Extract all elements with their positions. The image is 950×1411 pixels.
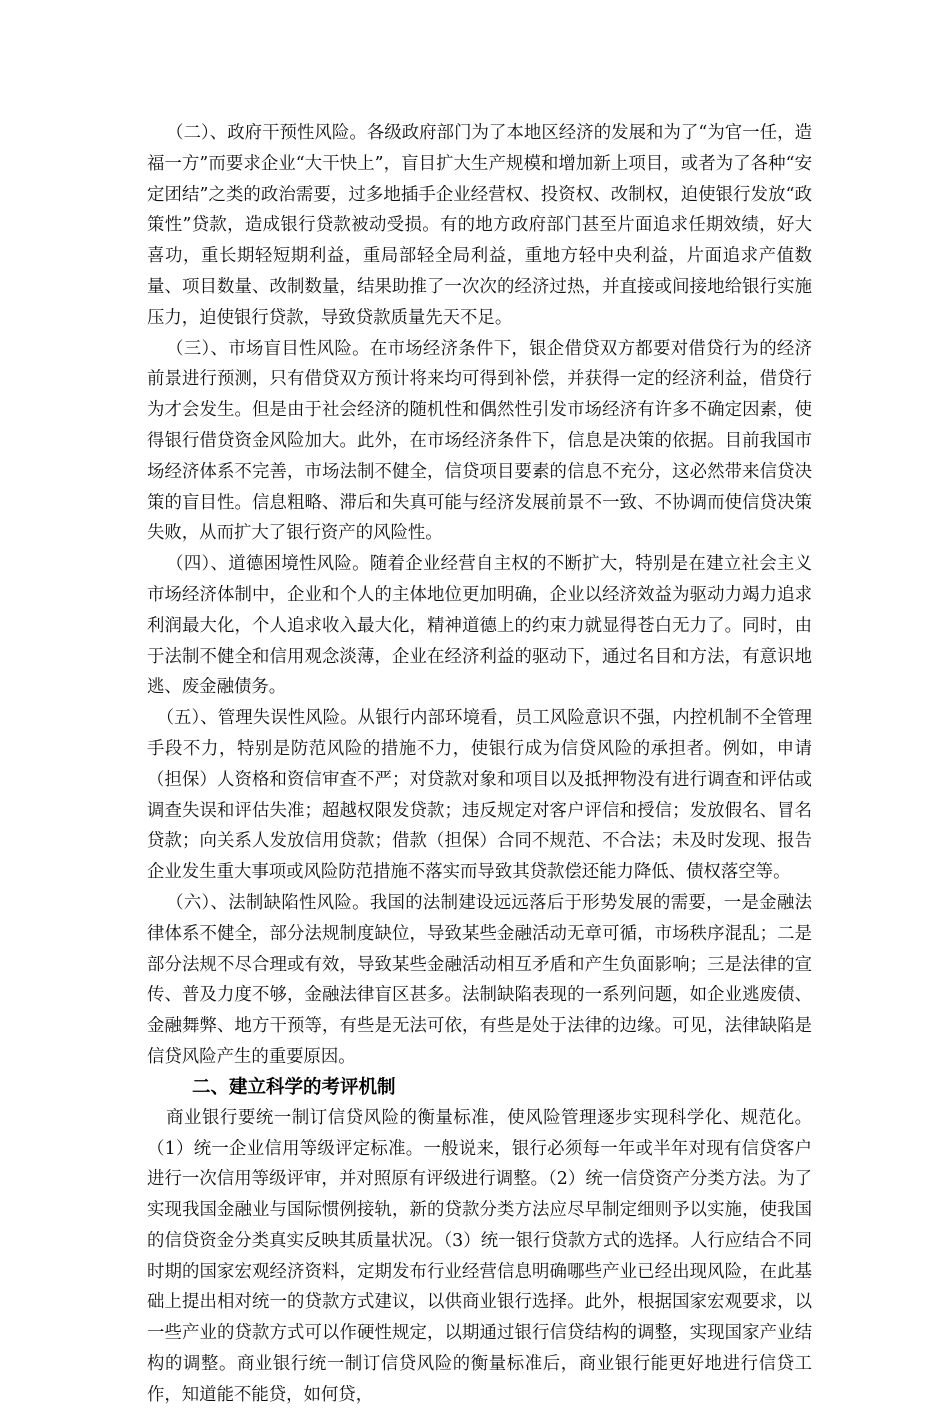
paragraph-market-blindness-risk: （三）、市场盲目性风险。在市场经济条件下，银企借贷双方都要对借贷行为的经济前景进行预测，只有借贷双方预计将来均可得到补偿，并获得一定的经济利益，借贷行为才会发生。但是由于社会经济的随机性和偶然性引发市场经济有许多不确定因素，使得银行借贷资金风险加大。此外，在市场经济条件下，信息是决策的依据。目前我国市场经济体系不完善，市场法制不健全，信贷项目要素的信息不充分，这必然带来信贷决策的盲目性。信息粗略、滞后和失真可能与经济发展前景不一致、不协调而使信贷决策失败，从而扩大了银行资产的风险性。 [147, 338, 812, 544]
paragraph-legal-defect-risk: （六）、法制缺陷性风险。我国的法制建设远远落后于形势发展的需要，一是金融法律体系不健全，部分法规制度缺位，导致某些金融活动无章可循，市场秩序混乱；二是部分法规不尽合理或有效，导致某些金融活动相互矛盾和产生负面影响；三是法律的宣传、普及力度不够，金融法律盲区甚多。法制缺陷表现的一系列问题，如企业逃废债、金融舞弊、地方干预等，有些是无法可依，有些是处于法律的边缘。可见，法律缺陷是信贷风险产生的重要原因。 [147, 892, 812, 1067]
paragraph-moral-dilemma-risk: （四）、道德困境性风险。随着企业经营自主权的不断扩大，特别是在建立社会主义市场经济体制中，企业和个人的主体地位更加明确，企业以经济效益为驱动力竭力追求利润最大化，个人追求收入最大化，精神道德上的约束力就显得苍白无力了。同时，由于法制不健全和信用观念淡薄，企业在经济利益的驱动下，通过名目和方法，有意识地逃、废金融债务。 [147, 554, 812, 698]
section-heading: 二、建立科学的考评机制 [192, 1076, 396, 1098]
paragraph-government-intervention-risk: （二）、政府干预性风险。各级政府部门为了本地区经济的发展和为了“为官一任，造福一方”而要求企业“大干快上”，盲目扩大生产规模和增加新上项目，或者为了各种“安定团结”之类的政治需要，过多地插手企业经营权、投资权、改制权，迫使银行发放“政策性”贷款，造成银行贷款被动受损。有的地方政府部门甚至片面追求任期效绩，好大喜功，重长期轻短期利益，重局部轻全局利益，重地方轻中央利益，片面追求产值数量、项目数量、改制数量，结果助推了一次次的经济过热，并直接或间接地给银行实施压力，迫使银行贷款，导致贷款质量先天不足。 [147, 123, 812, 328]
document-page [147, 118, 812, 1411]
paragraph-management-error-risk: （五）、管理失误性风险。从银行内部环境看，员工风险意识不强，内控机制不全管理手段不力，特别是防范风险的措施不力，使银行成为信贷风险的承担者。例如，申请（担保）人资格和资信审查不严；对贷款对象和项目以及抵押物没有进行调查和评估或调查失误和评估失准；超越权限发贷款；违反规定对客户评信和授信；发放假名、冒名贷款；向关系人发放信用贷款；借款（担保）合同不规范、不合法；未及时发现、报告企业发生重大事项或风险防范措施不落实而导致其贷款偿还能力降低、债权落空等。 [147, 708, 812, 883]
paragraph-evaluation-mechanism: 商业银行要统一制订信贷风险的衡量标准，使风险管理逐步实现科学化、规范化。（1）统一企业信用等级评定标准。一般说来，银行必须每一年或半年对现有信贷客户进行一次信用等级评审，并对照原有评级进行调整。（2）统一信贷资产分类方法。为了实现我国金融业与国际惯例接轨，新的贷款分类方法应尽早制定细则予以实施，使我国的信贷资金分类真实反映其质量状况。（3）统一银行贷款方式的选择。人行应结合不同时期的国家宏观经济资料，定期发布行业经营信息明确哪些产业已经出现风险，在此基础上提出相对统一的贷款方式建议，以供商业银行选择。此外，根据国家宏观要求，以一些产业的贷款方式可以作硬性规定，以期通过银行信贷结构的调整，实现国家产业结构的调整。商业银行统一制订信贷风险的衡量标准后，商业银行能更好地进行信贷工作，知道能不能贷，如何贷， [147, 1107, 812, 1405]
